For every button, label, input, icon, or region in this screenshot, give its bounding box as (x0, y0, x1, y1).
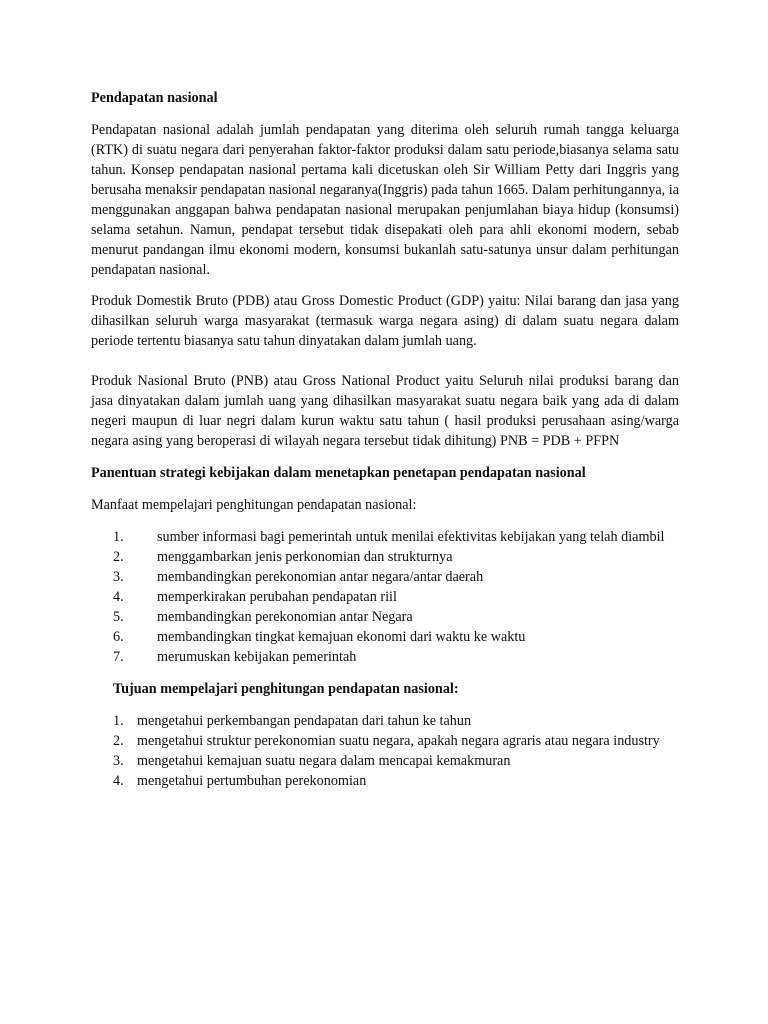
list-item-number: 2. (113, 733, 124, 749)
list-item-number: 4. (113, 589, 124, 605)
list-item-text: mengetahui struktur perekonomian suatu negara, apakah negara agraris atau negara industry (137, 733, 660, 749)
list-item (91, 711, 679, 731)
list-item (91, 547, 679, 567)
pnb-formula: PNB = PDB + PFPN (499, 433, 620, 449)
list-item (91, 587, 679, 607)
section-heading-strategi: Panentuan strategi kebijakan dalam menetapkan penetapan pendapatan nasional (91, 465, 586, 481)
list-item (91, 527, 679, 547)
list-item (91, 731, 679, 751)
list-item-number: 6. (113, 629, 124, 645)
paragraph-pdb: Produk Domestik Bruto (PDB) atau Gross Domestic Product (GDP) yaitu: Nilai barang dan jasa yang dihasilkan seluruh warga masyarakat (termasuk warga negara asing) di dalam suatu negara dalam periode tertentu biasanya satu tahun dinyatakan dalam jumlah uang. (91, 293, 679, 349)
manfaat-list (91, 527, 679, 667)
list-item-text: mengetahui pertumbuhan perekonomian (137, 773, 367, 789)
list-item (91, 751, 679, 771)
paragraph-pnb (91, 371, 679, 451)
list-item (91, 771, 679, 791)
pnb-text: Produk Nasional Bruto (PNB) atau Gross National Product yaitu Seluruh nilai produksi barang dan jasa dinyatakan dalam jumlah uang yang dihasilkan masyarakat suatu negara baik yang ada di dalam negeri maupun di luar negri dalam kurun waktu satu tahun ( hasil produksi perusahaan asing/warga negara asing yang beroperasi di wilayah negara tersebut tidak dihitung) (91, 373, 679, 449)
list-item-text: mengetahui perkembangan pendapatan dari tahun ke tahun (137, 713, 472, 729)
tujuan-list (91, 711, 679, 791)
list-item-number: 3. (113, 569, 124, 585)
list-item-text: sumber informasi bagi pemerintah untuk menilai efektivitas kebijakan yang telah diambil (157, 529, 665, 545)
list-item (91, 627, 679, 647)
paragraph-pendapatan-nasional: Pendapatan nasional adalah jumlah pendapatan yang diterima oleh seluruh rumah tangga keluarga (RTK) di suatu negara dari penyerahan faktor-faktor produksi dalam satu periode,biasanya selama satu tahun. Konsep pendapatan nasional pertama kali dicetuskan oleh Sir William Petty dari Inggris yang berusaha menaksir pendapatan nasional negaranya(Inggris) pada tahun 1665. Dalam perhitungannya, ia menggunakan anggapan bahwa pendapatan nasional merupakan penjumlahan biaya hidup (konsumsi) selama setahun. Namun, pendapat tersebut tidak disepakati oleh para ahli ekonomi modern, sebab menurut pandangan ilmu ekonomi modern, konsumsi bukanlah satu-satunya unsur dalam perhitungan pendapatan nasional. (91, 122, 679, 278)
list-item-text: mengetahui kemajuan suatu negara dalam mencapai kemakmuran (137, 753, 511, 769)
list-item-number: 2. (113, 549, 124, 565)
list-item (91, 567, 679, 587)
page-title: Pendapatan nasional (91, 90, 218, 106)
list-item-text: merumuskan kebijakan pemerintah (157, 649, 357, 665)
list-item-text: membandingkan perekonomian antar negara/antar daerah (157, 569, 484, 585)
list-item-text: membandingkan tingkat kemajuan ekonomi dari waktu ke waktu (157, 629, 526, 645)
list-item-text: membandingkan perekonomian antar Negara (157, 609, 413, 625)
list-item (91, 647, 679, 667)
list-item (91, 607, 679, 627)
list-item-number: 5. (113, 609, 124, 625)
list-item-number: 1. (113, 713, 124, 729)
list-item-text: menggambarkan jenis perkonomian dan strukturnya (157, 549, 453, 565)
document-page (91, 88, 679, 791)
list-item-text: memperkirakan perubahan pendapatan riil (157, 589, 397, 605)
list-item-number: 7. (113, 649, 124, 665)
section-heading-tujuan: Tujuan mempelajari penghitungan pendapatan nasional: (113, 681, 459, 697)
manfaat-intro: Manfaat mempelajari penghitungan pendapatan nasional: (91, 497, 417, 513)
list-item-number: 3. (113, 753, 124, 769)
list-item-number: 4. (113, 773, 124, 789)
list-item-number: 1. (113, 529, 124, 545)
